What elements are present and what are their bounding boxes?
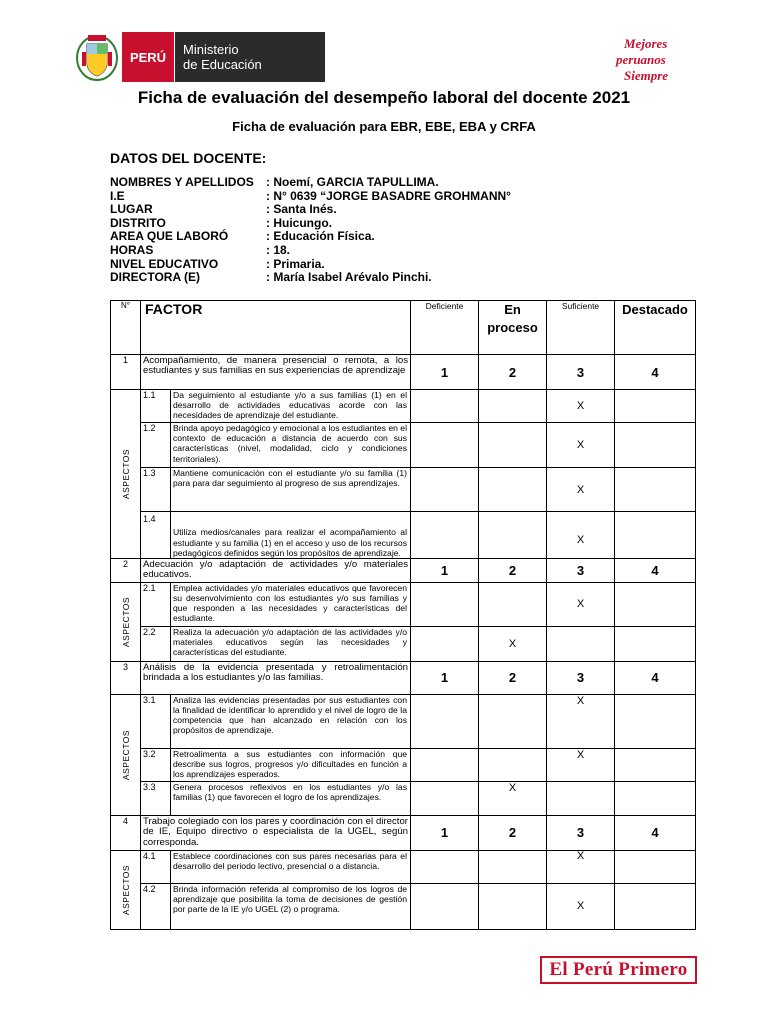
cell-en-proceso-mark: X <box>479 626 547 661</box>
cell-suficiente-mark: X <box>547 512 615 559</box>
evaluation-table <box>110 300 696 930</box>
page-subtitle: Ficha de evaluación para EBR, EBE, EBA y CRFA <box>232 119 536 134</box>
cell-destacado <box>615 468 696 512</box>
header-en-proceso: En proceso <box>479 301 547 355</box>
cell-suficiente-mark: X <box>547 748 615 781</box>
cell-destacado <box>615 390 696 423</box>
aspect-number: 2.2 <box>141 626 171 661</box>
cell-suficiente-mark: X <box>547 468 615 512</box>
factor-text: Acompañamiento, de manera presencial o remota, a los estudiantes y sus familias en sus experiencias de aprendizaje <box>141 355 411 390</box>
header-suficiente: Suficiente <box>547 301 615 355</box>
cell-suficiente-mark: X <box>547 582 615 626</box>
score-deficiente: 1 <box>411 815 479 850</box>
info-value: : Primaria. <box>266 256 325 271</box>
aspect-text: Realiza la adecuación y/o adaptación de las actividades y/o materiales educativos según las necesidades y características del estudiante. <box>171 626 411 661</box>
cell-deficiente <box>411 883 479 929</box>
aspect-row <box>111 423 696 468</box>
cell-deficiente <box>411 626 479 661</box>
slogan-line3: Siempre <box>624 68 669 83</box>
page-title: Ficha de evaluación del desempeño laboral del docente 2021 <box>137 88 631 107</box>
ministerio-label <box>175 32 325 82</box>
score-en-proceso: 2 <box>479 559 547 583</box>
aspect-row <box>111 850 696 883</box>
aspect-row <box>111 390 696 423</box>
cell-deficiente <box>411 694 479 748</box>
factor-text: Adecuación y/o adaptación de actividades y/o materiales educativos. <box>141 559 411 583</box>
aspectos-text: ASPECTOS <box>120 729 131 780</box>
factor-number: 2 <box>111 559 141 583</box>
aspect-number: 3.2 <box>141 748 171 781</box>
factor-row <box>111 661 696 694</box>
info-value: : Santa Inés. <box>266 202 337 217</box>
aspect-text: Analiza las evidencias presentadas por sus estudiantes con la finalidad de identificar lo aprendido y el nivel de logro de la competencia que han alcanzado en relación con los propósitos de aprendizaje. <box>171 694 411 748</box>
slogan-line2: peruanos <box>616 52 666 67</box>
aspect-row <box>111 883 696 929</box>
cell-en-proceso <box>479 694 547 748</box>
factor-number: 4 <box>111 815 141 850</box>
info-row <box>110 176 511 190</box>
info-label: AREA QUE LABORÓ <box>110 229 229 244</box>
aspectos-label <box>111 694 141 815</box>
info-row <box>110 258 511 272</box>
cell-deficiente <box>411 468 479 512</box>
aspect-number: 1.2 <box>141 423 171 468</box>
cell-en-proceso-mark: X <box>479 781 547 815</box>
info-value: : Huicungo. <box>266 215 332 230</box>
score-destacado: 4 <box>615 559 696 583</box>
aspect-number: 2.1 <box>141 582 171 626</box>
cell-destacado <box>615 748 696 781</box>
cell-en-proceso <box>479 582 547 626</box>
cell-suficiente <box>547 626 615 661</box>
info-row <box>110 271 511 285</box>
aspect-row <box>111 626 696 661</box>
cell-destacado <box>615 694 696 748</box>
score-suficiente: 3 <box>547 559 615 583</box>
aspect-text: Retroalimenta a sus estudiantes con información que describe sus logros, progresos y/o dificultades en función a los aprendizajes esperados. <box>171 748 411 781</box>
factor-text: Trabajo colegiado con los pares y coordinación con el director de IE, Equipo directivo o especialista de la UGEL, según corresponda. <box>141 815 411 850</box>
cell-deficiente <box>411 390 479 423</box>
score-en-proceso: 2 <box>479 355 547 390</box>
slogan-line1: Mejores <box>624 36 668 51</box>
cell-suficiente-mark: X <box>547 390 615 423</box>
info-label: DIRECTORA (E) <box>110 270 200 285</box>
aspectos-text: ASPECTOS <box>120 596 131 647</box>
cell-deficiente <box>411 423 479 468</box>
score-deficiente: 1 <box>411 355 479 390</box>
aspectos-label <box>111 850 141 929</box>
aspect-row <box>111 512 696 559</box>
cell-suficiente-mark: X <box>547 850 615 883</box>
aspect-number: 3.1 <box>141 694 171 748</box>
info-value: : 18. <box>266 242 291 257</box>
score-deficiente: 1 <box>411 661 479 694</box>
ministerio-logo <box>74 32 325 82</box>
cell-deficiente <box>411 582 479 626</box>
cell-destacado <box>615 781 696 815</box>
cell-deficiente <box>411 748 479 781</box>
info-row <box>110 244 511 258</box>
info-label: I.E <box>110 188 125 203</box>
info-label: HORAS <box>110 242 154 257</box>
mejores-peruanos-logo <box>610 34 690 86</box>
cell-destacado <box>615 423 696 468</box>
cell-suficiente-mark: X <box>547 423 615 468</box>
factor-row <box>111 559 696 583</box>
info-label: DISTRITO <box>110 215 166 230</box>
aspect-text: Brinda apoyo pedagógico y emocional a los estudiantes en el contexto de educación a distancia de acuerdo con sus características (nivel, modalidad, ciclo y condiciones territoriales). <box>171 423 411 468</box>
aspect-number: 4.2 <box>141 883 171 929</box>
score-deficiente: 1 <box>411 559 479 583</box>
aspect-number: 1.1 <box>141 390 171 423</box>
info-label: LUGAR <box>110 202 153 217</box>
info-label: NOMBRES Y APELLIDOS <box>110 175 254 189</box>
factor-number: 1 <box>111 355 141 390</box>
cell-deficiente <box>411 512 479 559</box>
score-suficiente: 3 <box>547 355 615 390</box>
info-value: : Noemí, GARCIA TAPULLIMA. <box>266 175 439 189</box>
info-row <box>110 203 511 217</box>
cell-destacado <box>615 512 696 559</box>
factor-number: 3 <box>111 661 141 694</box>
table-header-row <box>111 301 696 355</box>
info-row <box>110 230 511 244</box>
aspect-number: 3.3 <box>141 781 171 815</box>
peru-label: PERÚ <box>122 32 174 82</box>
score-suficiente: 3 <box>547 661 615 694</box>
aspect-row <box>111 468 696 512</box>
aspectos-label <box>111 582 141 661</box>
aspect-row <box>111 748 696 781</box>
cell-en-proceso <box>479 468 547 512</box>
datos-heading: DATOS DEL DOCENTE: <box>110 150 267 166</box>
cell-deficiente <box>411 781 479 815</box>
aspect-text: Genera procesos reflexivos en los estudiantes y/o las familias (1) que favorecen el logro de los aprendizajes. <box>171 781 411 815</box>
info-row <box>110 190 511 204</box>
aspect-row <box>111 781 696 815</box>
aspect-number: 1.4 <box>141 512 171 559</box>
ministerio-line2: de Educación <box>183 57 262 72</box>
info-value: : María Isabel Arévalo Pinchi. <box>266 270 432 285</box>
cell-en-proceso <box>479 883 547 929</box>
header-factor: FACTOR <box>141 301 411 355</box>
cell-destacado <box>615 582 696 626</box>
aspect-text: Da seguimiento al estudiante y/o a sus familias (1) en el desarrollo de actividades educativas acorde con las necesidades de aprendizaje del estudiante. <box>171 390 411 423</box>
score-destacado: 4 <box>615 661 696 694</box>
ministerio-line1: Ministerio <box>183 42 239 57</box>
aspect-row <box>111 694 696 748</box>
aspect-number: 1.3 <box>141 468 171 512</box>
aspect-text: Mantiene comunicación con el estudiante y/o su familia (1) para para dar seguimiento al progreso de sus aprendizajes. <box>171 468 411 512</box>
aspect-text: Establece coordinaciones con sus pares necesarias para el desarrollo del periodo lectivo, presencial o a distancia. <box>171 850 411 883</box>
score-destacado: 4 <box>615 355 696 390</box>
aspect-row <box>111 582 696 626</box>
cell-en-proceso <box>479 748 547 781</box>
cell-en-proceso <box>479 850 547 883</box>
aspect-text: Brinda información referida al compromiso de los logros de aprendizaje que posibilita la toma de decisiones de gestión por parte de la IE y/o UGEL (2) o programa. <box>171 883 411 929</box>
docente-info <box>110 176 511 285</box>
info-value: : Educación Física. <box>266 229 375 244</box>
aspect-number: 4.1 <box>141 850 171 883</box>
score-en-proceso: 2 <box>479 815 547 850</box>
score-destacado: 4 <box>615 815 696 850</box>
cell-destacado <box>615 883 696 929</box>
score-suficiente: 3 <box>547 815 615 850</box>
aspectos-text: ASPECTOS <box>120 448 131 500</box>
cell-deficiente <box>411 850 479 883</box>
header-number: N° <box>111 301 141 355</box>
aspectos-label <box>111 390 141 559</box>
cell-en-proceso <box>479 423 547 468</box>
aspectos-text: ASPECTOS <box>120 864 131 915</box>
aspect-text: Utiliza medios/canales para realizar el acompañamiento al estudiante y su familia (1) en el acceso y uso de los recursos pedagógicos definidos según los propósitos de aprendizaje. <box>171 512 411 559</box>
cell-destacado <box>615 850 696 883</box>
header-deficiente: Deficiente <box>411 301 479 355</box>
factor-row <box>111 355 696 390</box>
coat-of-arms-icon <box>74 32 120 82</box>
cell-en-proceso <box>479 512 547 559</box>
cell-destacado <box>615 626 696 661</box>
score-en-proceso: 2 <box>479 661 547 694</box>
el-peru-primero-logo: El Perú Primero <box>540 956 697 984</box>
cell-suficiente-mark: X <box>547 694 615 748</box>
info-value: : N° 0639 “JORGE BASADRE GROHMANN° <box>266 188 511 203</box>
header-destacado: Destacado <box>615 301 696 355</box>
info-label: NIVEL EDUCATIVO <box>110 256 219 271</box>
factor-row <box>111 815 696 850</box>
aspect-text: Emplea actividades y/o materiales educativos que favorecen su desenvolvimiento con los estudiantes y/o sus familias y que responden a las necesidades y características del estudiante. <box>171 582 411 626</box>
cell-suficiente-mark: X <box>547 883 615 929</box>
cell-en-proceso <box>479 390 547 423</box>
cell-suficiente <box>547 781 615 815</box>
factor-text: Análisis de la evidencia presentada y retroalimentación brindada a los estudiantes y/o las familias. <box>141 661 411 694</box>
